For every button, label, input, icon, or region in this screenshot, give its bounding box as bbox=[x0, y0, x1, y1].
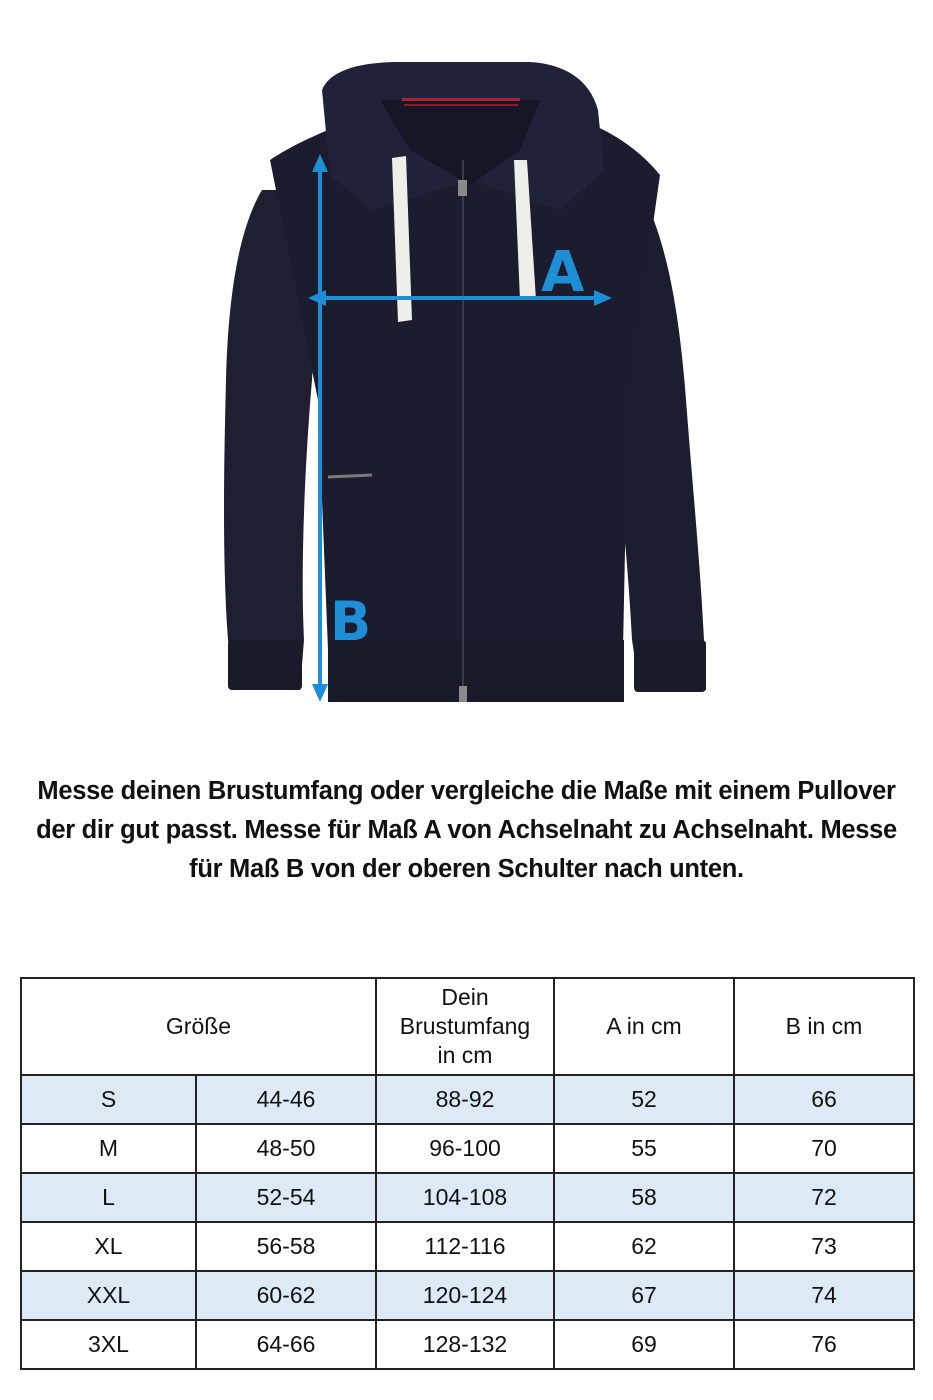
measure-label-b: B bbox=[330, 590, 372, 653]
cell-b: 66 bbox=[734, 1075, 914, 1124]
cell-eu: 60-62 bbox=[196, 1271, 376, 1320]
measurement-instructions: Messe deinen Brustumfang oder vergleiche die Maße mit einem Pullover der dir gut passt. Messe für Maß A von Achselnaht zu Achselnaht. Messe für Maß B von der oberen Schulter nach unten. bbox=[36, 777, 897, 883]
cell-b: 73 bbox=[734, 1222, 914, 1271]
cell-chest: 104-108 bbox=[376, 1173, 554, 1222]
table-header-row bbox=[21, 978, 914, 1075]
header-size: Größe bbox=[21, 978, 376, 1075]
cell-b: 70 bbox=[734, 1124, 914, 1173]
cell-b: 72 bbox=[734, 1173, 914, 1222]
table-row bbox=[21, 1320, 914, 1369]
cell-chest: 88-92 bbox=[376, 1075, 554, 1124]
cell-a: 67 bbox=[554, 1271, 734, 1320]
header-a: A in cm bbox=[554, 978, 734, 1075]
cell-eu: 44-46 bbox=[196, 1075, 376, 1124]
table-row bbox=[21, 1075, 914, 1124]
table-row bbox=[21, 1271, 914, 1320]
cell-a: 55 bbox=[554, 1124, 734, 1173]
cell-size: XL bbox=[21, 1222, 196, 1271]
table-row bbox=[21, 1173, 914, 1222]
cell-b: 76 bbox=[734, 1320, 914, 1369]
cell-eu: 52-54 bbox=[196, 1173, 376, 1222]
cell-eu: 48-50 bbox=[196, 1124, 376, 1173]
size-chart-table bbox=[20, 977, 915, 1370]
cell-chest: 96-100 bbox=[376, 1124, 554, 1173]
cell-size: 3XL bbox=[21, 1320, 196, 1369]
cell-a: 58 bbox=[554, 1173, 734, 1222]
cell-chest: 120-124 bbox=[376, 1271, 554, 1320]
cell-a: 62 bbox=[554, 1222, 734, 1271]
cell-eu: 56-58 bbox=[196, 1222, 376, 1271]
cell-size: S bbox=[21, 1075, 196, 1124]
measure-label-a: A bbox=[541, 240, 585, 305]
cell-size: L bbox=[21, 1173, 196, 1222]
cell-a: 52 bbox=[554, 1075, 734, 1124]
header-b: B in cm bbox=[734, 978, 914, 1075]
table-row bbox=[21, 1222, 914, 1271]
cell-chest: 112-116 bbox=[376, 1222, 554, 1271]
cell-size: XXL bbox=[21, 1271, 196, 1320]
cell-size: M bbox=[21, 1124, 196, 1173]
cell-a: 69 bbox=[554, 1320, 734, 1369]
cell-b: 74 bbox=[734, 1271, 914, 1320]
cell-eu: 64-66 bbox=[196, 1320, 376, 1369]
cell-chest: 128-132 bbox=[376, 1320, 554, 1369]
table-row bbox=[21, 1124, 914, 1173]
header-chest: Dein Brustumfang in cm bbox=[376, 978, 554, 1075]
